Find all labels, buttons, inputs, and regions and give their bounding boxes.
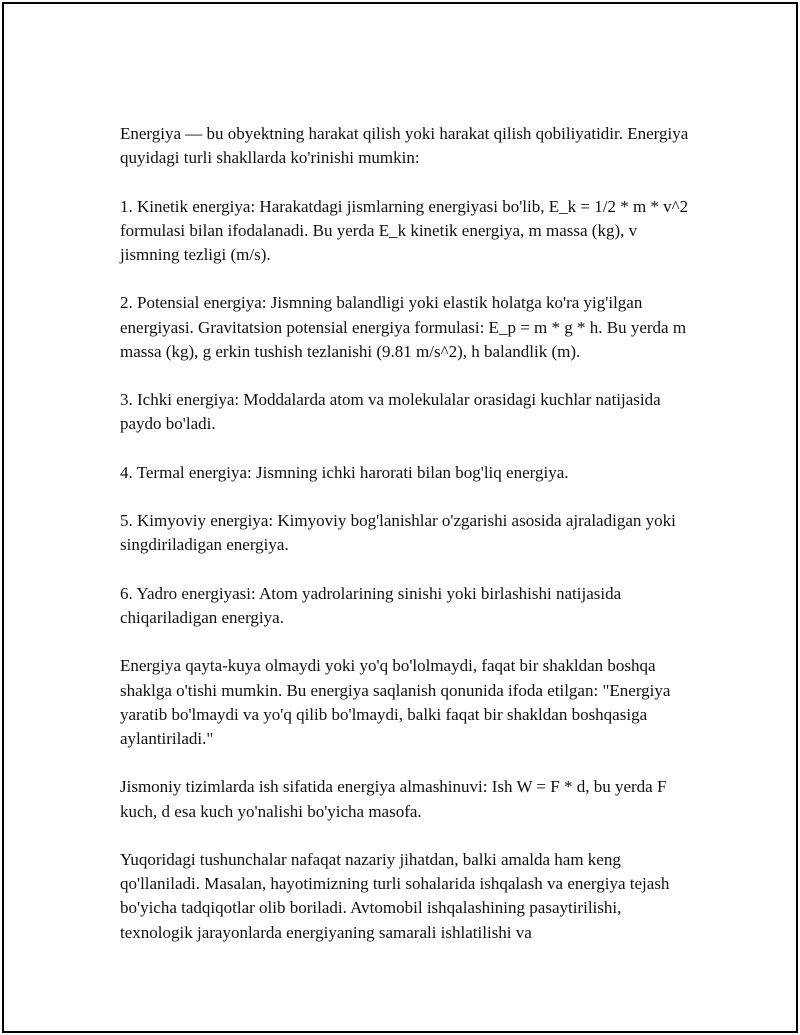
conservation-law-paragraph: Energiya qayta-kuya olmaydi yoki yo'q bo'lolmaydi, faqat bir shakldan boshqa shaklga o'tishi mumkin. Bu energiya saqlanish qonunida ifoda etilgan: "Energiya yaratib bo'lmaydi va yo'q qilib bo'lmaydi, balki faqat bir shakldan boshqasiga aylantiriladi." [120, 656, 671, 748]
kinetic-energy-paragraph: 1. Kinetik energiya: Harakatdagi jismlarning energiyasi bo'lib, E_k = 1/2 * m * v^2 formulasi bilan ifodalanadi. Bu yerda E_k kinetik energiya, m massa (kg), v jismning tezligi (m/s). [120, 196, 689, 264]
nuclear-energy-paragraph: 6. Yadro energiyasi: Atom yadrolarining sinishi yoki birlashishi natijasida chiqariladigan energiya. [120, 583, 622, 627]
intro-paragraph: Energiya — bu obyektning harakat qilish yoki harakat qilish qobiliyatidir. Energiya quyidagi turli shakllarda ko'rinishi mumkin: [120, 124, 689, 168]
thermal-energy-paragraph: 4. Termal energiya: Jismning ichki harorati bilan bog'liq energiya. [120, 462, 569, 482]
document-body [120, 122, 690, 945]
potential-energy-paragraph: 2. Potensial energiya: Jismning balandligi yoki elastik holatga ko'ra yig'ilgan energiyasi. Gravitatsion potensial energiya formulasi: E_p = m * g * h. Bu yerda m massa (kg), g erkin tushish tezlanishi (9.81 m/s^2), h balandlik (m). [120, 293, 687, 361]
internal-energy-paragraph: 3. Ichki energiya: Moddalarda atom va molekulalar orasidagi kuchlar natijasida paydo bo'ladi. [120, 390, 661, 434]
page-frame [2, 2, 798, 1033]
applications-paragraph: Yuqoridagi tushunchalar nafaqat nazariy jihatdan, balki amalda ham keng qo'llaniladi. Masalan, hayotimizning turli sohalarida ishqalash va energiya tejash bo'yicha tadqiqotlar olib boriladi. Avtomobil ishqalashining pasaytirilishi, texnologik jarayonlarda energiyaning samarali ishlatilishi va [120, 849, 670, 942]
chemical-energy-paragraph: 5. Kimyoviy energiya: Kimyoviy bog'lanishlar o'zgarishi asosida ajraladigan yoki singdiriladigan energiya. [120, 511, 676, 555]
work-energy-paragraph: Jismoniy tizimlarda ish sifatida energiya almashinuvi: Ish W = F * d, bu yerda F kuch, d esa kuch yo'nalishi bo'yicha masofa. [120, 777, 667, 821]
